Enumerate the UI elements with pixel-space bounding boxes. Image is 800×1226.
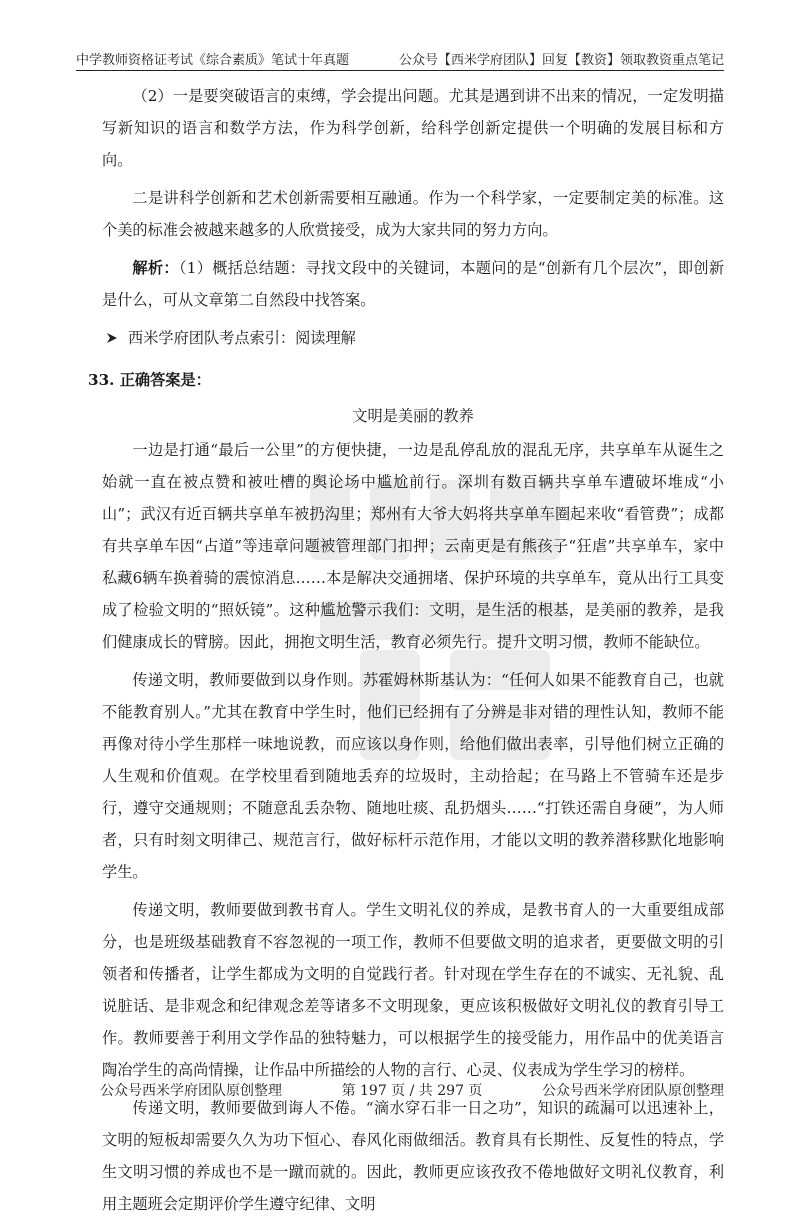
page-footer <box>100 1080 724 1100</box>
document-body <box>88 80 725 1226</box>
essay-paragraph: 一边是打通“最后一公里”的方便快捷，一边是乱停乱放的混乱无序，共享单车从诞生之始就一直在被点赞和被吐槽的舆论场中尴尬前行。深圳有数百辆共享单车遭破坏堆成“小山”；武汉有近百辆共享单车被扔沟里；郑州有大爷大妈将共享单车圈起来收“看管费”；成都有共享单车因“占道”等违章问题被管理部门扣押；云南更是有熊孩子“狂虐”共享单车，家中私藏6辆车换着骑的震惊消息……本是解决交通拥堵、保护环境的共享单车，竟从出行工具变成了检验文明的“照妖镜”。这种尴尬警示我们：文明，是生活的根基，是美丽的教养，是我们健康成长的臂膀。因此，拥抱文明生活，教育必须先行。提升文明习惯，教师不能缺位。 <box>102 441 724 651</box>
footer-left-text: 公众号西米学府团队原创整理 <box>100 1083 282 1099</box>
question-number: 33. <box>88 371 115 389</box>
header-right-text: 公众号【西米学府团队】回复【教资】领取教资重点笔记 <box>398 53 724 68</box>
question-label: 正确答案是： <box>119 371 211 389</box>
page-header <box>76 44 724 71</box>
question-heading <box>88 364 724 396</box>
analysis-text: （1）概括总结题：寻找文段中的关键词，本题问的是“创新有几个层次”，即创新是什么，可从文章第二自然段中找答案。 <box>102 259 725 309</box>
paragraph-answer-part2-cont: 二是讲科学创新和艺术创新需要相互融通。作为一个科学家，一定要制定美的标准。这个美的标准会被越来越多的人欣赏接受，成为大家共同的努力方向。 <box>102 189 724 239</box>
arrow-bullet-icon <box>106 332 118 344</box>
header-left-text: 中学教师资格证考试《综合素质》笔试十年真题 <box>76 53 350 68</box>
index-note <box>106 322 724 354</box>
page-number: 第 197 页 / 共 297 页 <box>341 1083 483 1099</box>
paragraph-answer-part2: （2）一是要突破语言的束缚，学会提出问题。尤其是遇到讲不出来的情况，一定发明描写新知识的语言和数学方法，作为科学创新，给科学创新定提供一个明确的发展目标和方向。 <box>102 87 724 169</box>
analysis-label: 解析： <box>132 259 179 277</box>
analysis-paragraph <box>102 252 724 316</box>
index-note-text: 西米学府团队考点索引：阅读理解 <box>128 329 356 347</box>
essay-paragraph: 传递文明，教师要做到教书育人。学生文明礼仪的养成，是教书育人的一大重要组成部分，也是班级基础教育不容忽视的一项工作，教师不但要做文明的追求者，更要做文明的引领者和传播者，让学生都成为文明的自觉践行者。针对现在学生存在的不诚实、无礼貌、乱说脏话、是非观念和纪律观念差等诸多不文明现象，更应该积极做好文明礼仪的教育引导工作。教师要善于利用文学作品的独特魅力，可以根据学生的接受能力，用作品中的优美语言陶冶学生的高尚情操，让作品中所描绘的人物的言行、心灵、仪表成为学生学习的榜样。 <box>102 901 724 1079</box>
essay-paragraph: 传递文明，教师要做到诲人不倦。“滴水穿石非一日之功”，知识的疏漏可以迅速补上，文明的短板却需要久久为功下恒心、春风化雨做细活。教育具有长期性、反复性的特点，学生文明习惯的养成也不是一蹴而就的。因此，教师更应该孜孜不倦地做好文明礼仪教育，利用主题班会定期评价学生遵守纪律、文明 <box>102 1099 724 1213</box>
essay-title: 文明是美丽的教养 <box>352 407 474 425</box>
footer-right-text: 公众号西米学府团队原创整理 <box>542 1083 724 1099</box>
essay-paragraph: 传递文明，教师要做到以身作则。苏霍姆林斯基认为：“任何人如果不能教育自己，也就不能教育别人。”尤其在教育中学生时，他们已经拥有了分辨是非对错的理性认知，教师不能再像对待小学生那样一味地说教，而应该以身作则，给他们做出表率，引导他们树立正确的人生观和价值观。在学校里看到随地丢弃的垃圾时，主动拾起；在马路上不管骑车还是步行，遵守交通规则；不随意乱丢杂物、随地吐痰、乱扔烟头……“打铁还需自身硬”，为人师者，只有时刻文明律己、规范言行，做好标杆示范作用，才能以文明的教养潜移默化地影响学生。 <box>102 671 724 881</box>
